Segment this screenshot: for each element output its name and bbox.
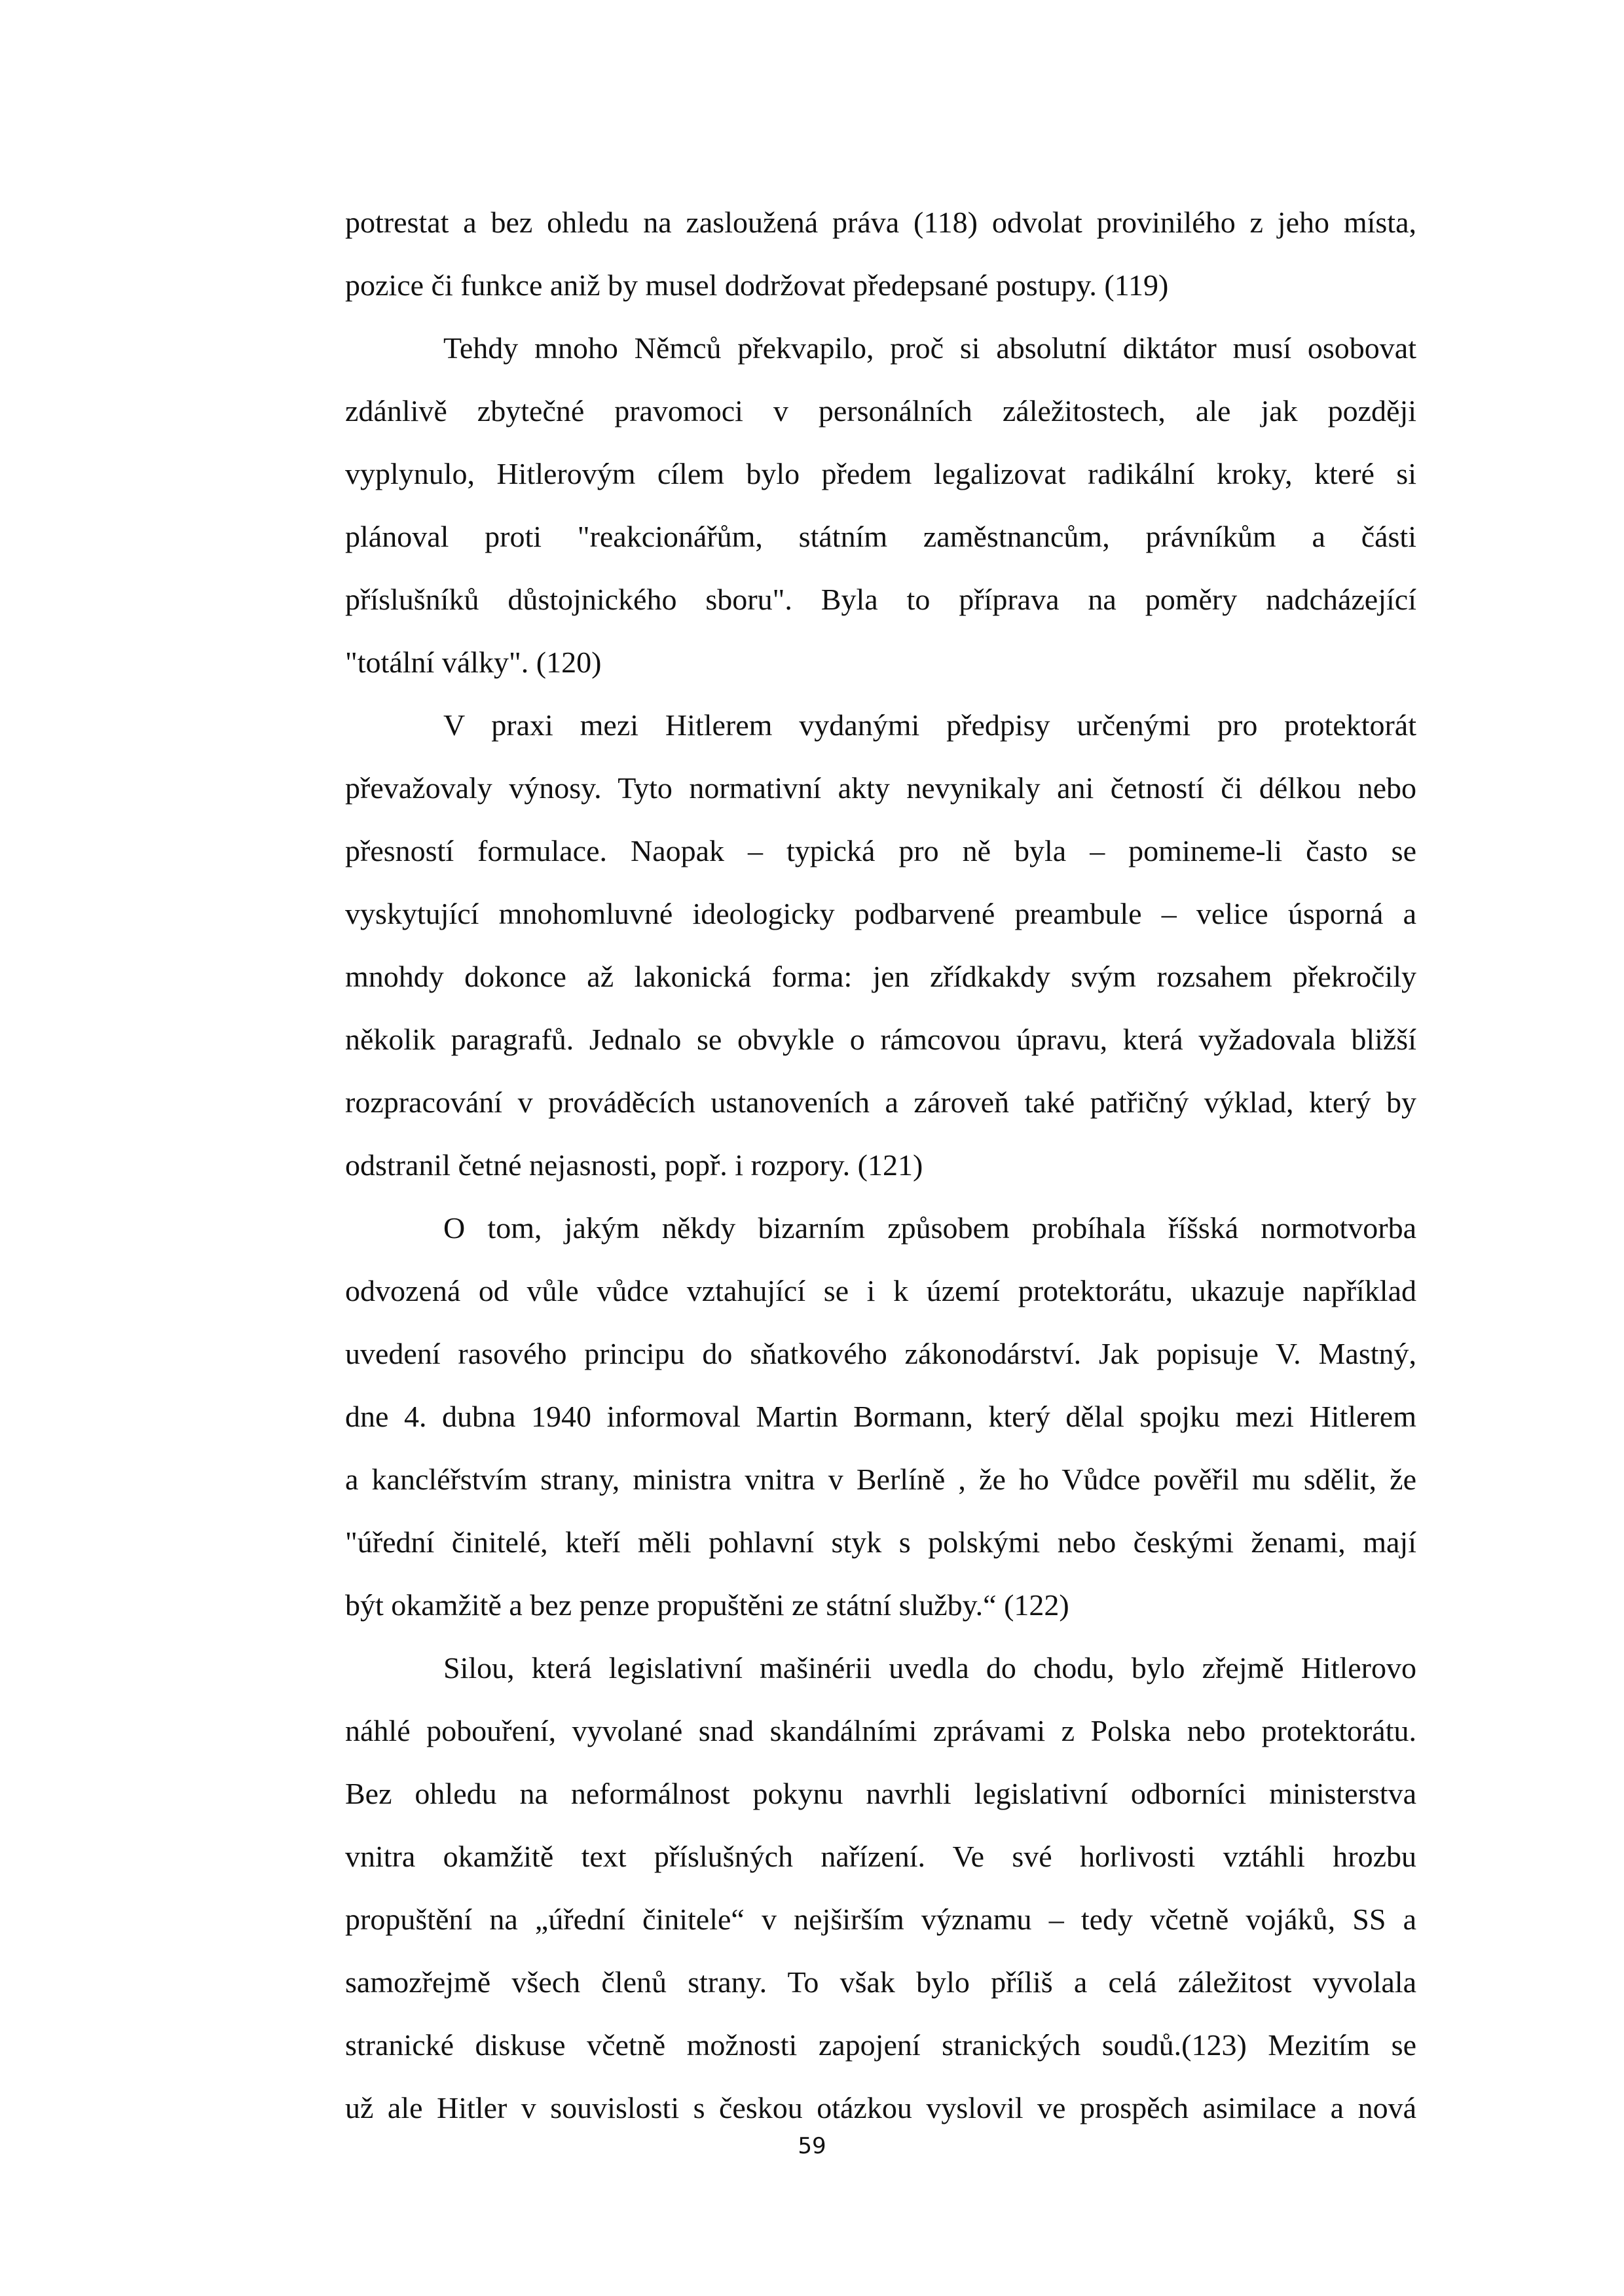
page-number: 59 (798, 2133, 826, 2159)
text-line: Silou, která legislativní mašinérii uvedla do chodu, bylo zřejmě Hitlerovo (443, 1651, 1416, 1685)
text-line: Tehdy mnoho Němců překvapilo, proč si absolutní diktátor musí osobovat (443, 331, 1416, 365)
text-line: rozpracování v prováděcích ustanoveních a zároveň také patřičný výklad, který by (345, 1085, 1416, 1119)
text-line: zdánlivě zbytečné pravomoci v personálních záležitostech, ale jak později (345, 394, 1416, 428)
text-line: mnohdy dokonce až lakonická forma: jen zřídkakdy svým rozsahem překročily (345, 960, 1416, 993)
text-line: dne 4. dubna 1940 informoval Martin Bormann, který dělal spojku mezi Hitlerem (345, 1400, 1416, 1433)
text-line: vyskytující mnohomluvné ideologicky podbarvené preambule – velice úsporná a (345, 897, 1416, 930)
text-line: potrestat a bez ohledu na zasloužená práva (118) odvolat provinilého z jeho místa, (345, 206, 1416, 239)
text-line: "totální války". (120) (345, 646, 602, 679)
text-line: přesností formulace. Naopak – typická pro ně byla – pomineme-li často se (345, 834, 1416, 867)
text-line: být okamžitě a bez penze propuštěni ze státní služby.“ (122) (345, 1588, 1069, 1622)
text-line: odstranil četné nejasnosti, popř. i rozpory. (121) (345, 1148, 923, 1182)
text-line: převažovaly výnosy. Tyto normativní akty nevynikaly ani četností či délkou nebo (345, 771, 1416, 805)
text-line: "úřední činitelé, kteří měli pohlavní styk s polskými nebo českými ženami, mají (345, 1525, 1416, 1559)
text-line: uvedení rasového principu do sňatkového zákonodárství. Jak popisuje V. Mastný, (345, 1337, 1416, 1370)
text-line: náhlé pobouření, vyvolané snad skandálními zprávami z Polska nebo protektorátu. (345, 1714, 1416, 1747)
text-line: odvozená od vůle vůdce vztahující se i k území protektorátu, ukazuje například (345, 1274, 1416, 1307)
text-line: už ale Hitler v souvislosti s českou otázkou vyslovil ve prospěch asimilace a nová (345, 2091, 1416, 2124)
body-text (345, 191, 1416, 2140)
text-line: Bez ohledu na neformálnost pokynu navrhli legislativní odborníci ministerstva (345, 1777, 1416, 1810)
text-line: vyplynulo, Hitlerovým cílem bylo předem legalizovat radikální kroky, které si (345, 457, 1416, 490)
text-line: O tom, jakým někdy bizarním způsobem probíhala říšská normotvorba (443, 1211, 1416, 1245)
text-line: několik paragrafů. Jednalo se obvykle o rámcovou úpravu, která vyžadovala bližší (345, 1023, 1416, 1056)
text-line: pozice či funkce aniž by musel dodržovat předepsané postupy. (119) (345, 268, 1169, 302)
text-line: a kancléřstvím strany, ministra vnitra v Berlíně , že ho Vůdce pověřil mu sdělit, že (345, 1463, 1416, 1496)
text-line: stranické diskuse včetně možnosti zapojení stranických soudů.(123) Mezitím se (345, 2028, 1416, 2062)
text-line: příslušníků důstojnického sboru". Byla to příprava na poměry nadcházející (345, 583, 1416, 616)
text-line: plánoval proti "reakcionářům, státním zaměstnancům, právníkům a části (345, 520, 1416, 553)
text-line: samozřejmě všech členů strany. To však bylo příliš a celá záležitost vyvolala (345, 1965, 1416, 1999)
text-line: propuštění na „úřední činitele“ v nejširším významu – tedy včetně vojáků, SS a (345, 1903, 1416, 1936)
text-line: vnitra okamžitě text příslušných nařízení. Ve své horlivosti vztáhli hrozbu (345, 1840, 1416, 1873)
text-line: V praxi mezi Hitlerem vydanými předpisy určenými pro protektorát (443, 708, 1416, 742)
